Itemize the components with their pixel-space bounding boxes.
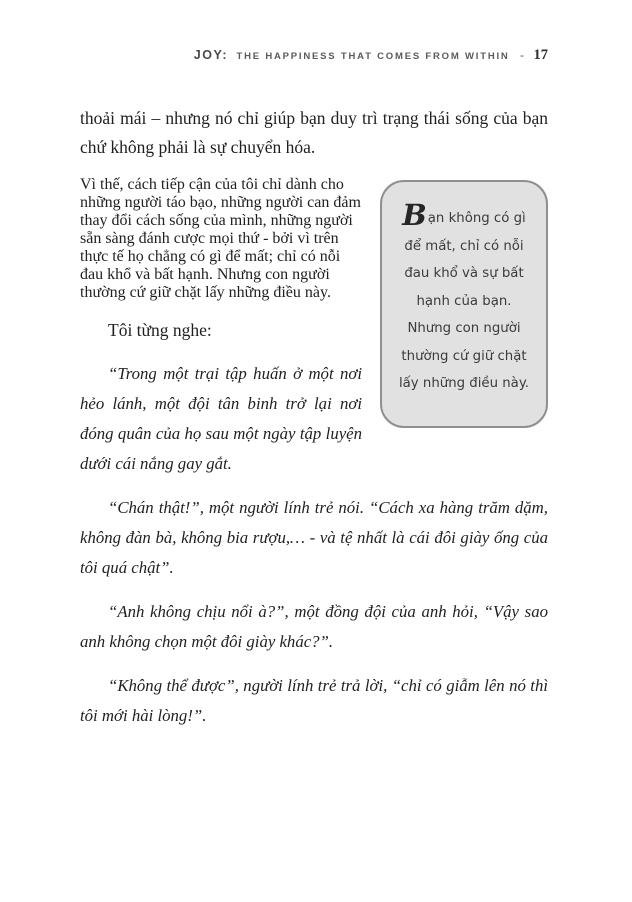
story-paragraph-4-text: “Không thể được”, người lính trẻ trả lời, “chỉ có giẫm lên nó thì tôi mới hài lòng!”. (80, 676, 548, 725)
running-head (80, 46, 548, 64)
story-paragraph-3 (80, 597, 548, 657)
pull-quote-box (380, 180, 548, 428)
page-body (80, 104, 548, 731)
story-paragraph-3-text: “Anh không chịu nổi à?”, một đồng đội của anh hỏi, “Vậy sao anh không chọn một đôi giày khác?”. (80, 602, 548, 651)
paragraph-approach-text: Vì thế, cách tiếp cận của tôi chỉ dành cho những người táo bạo, những người can đảm thay đổi cách sống của mình, những người sẵn sàng đánh cược mọi thứ - bởi vì trên thực tế họ chẳng có gì để mất; chỉ có nỗi đau khổ và bất hạnh. Nhưng con người thường cứ giữ chặt lấy những điều này. (80, 176, 361, 301)
running-head-book-title: JOY: (193, 48, 229, 62)
story-paragraph-1-text: “Trong một trại tập huấn ở một nơi hẻo lánh, một đội tân binh trở lại nơi đóng quân của họ sau một ngày tập luyện dưới cái nắng gay gắt. (80, 364, 362, 473)
paragraph-continuation-text: thoải mái – nhưng nó chỉ giúp bạn duy trì trạng thái sống của bạn chứ không phải là sự chuyển hóa. (80, 108, 548, 157)
pull-quote-drop-initial: B (402, 198, 427, 232)
story-paragraph-2-text: “Chán thật!”, một người lính trẻ nói. “Cách xa hàng trăm dặm, không đàn bà, không bia rượu,… - và tệ nhất là cái đôi giày ống của tôi quá chật”. (80, 498, 548, 577)
pull-quote-text: ạn không có gì để mất, chỉ có nỗi đau khổ và sự bất hạnh của bạn. Nhưng con người thường cứ giữ chặt lấy những điều này. (398, 211, 530, 391)
story-paragraph-4 (80, 671, 548, 731)
paragraph-continuation (80, 104, 548, 162)
story-paragraph-2 (80, 493, 548, 583)
paragraph-lead-in-text: Tôi từng nghe: (108, 320, 212, 340)
page-number: 17 (533, 47, 548, 63)
running-head-separator: - (520, 48, 525, 62)
running-head-subtitle: THE HAPPINESS THAT COMES FROM WITHIN (236, 51, 510, 62)
